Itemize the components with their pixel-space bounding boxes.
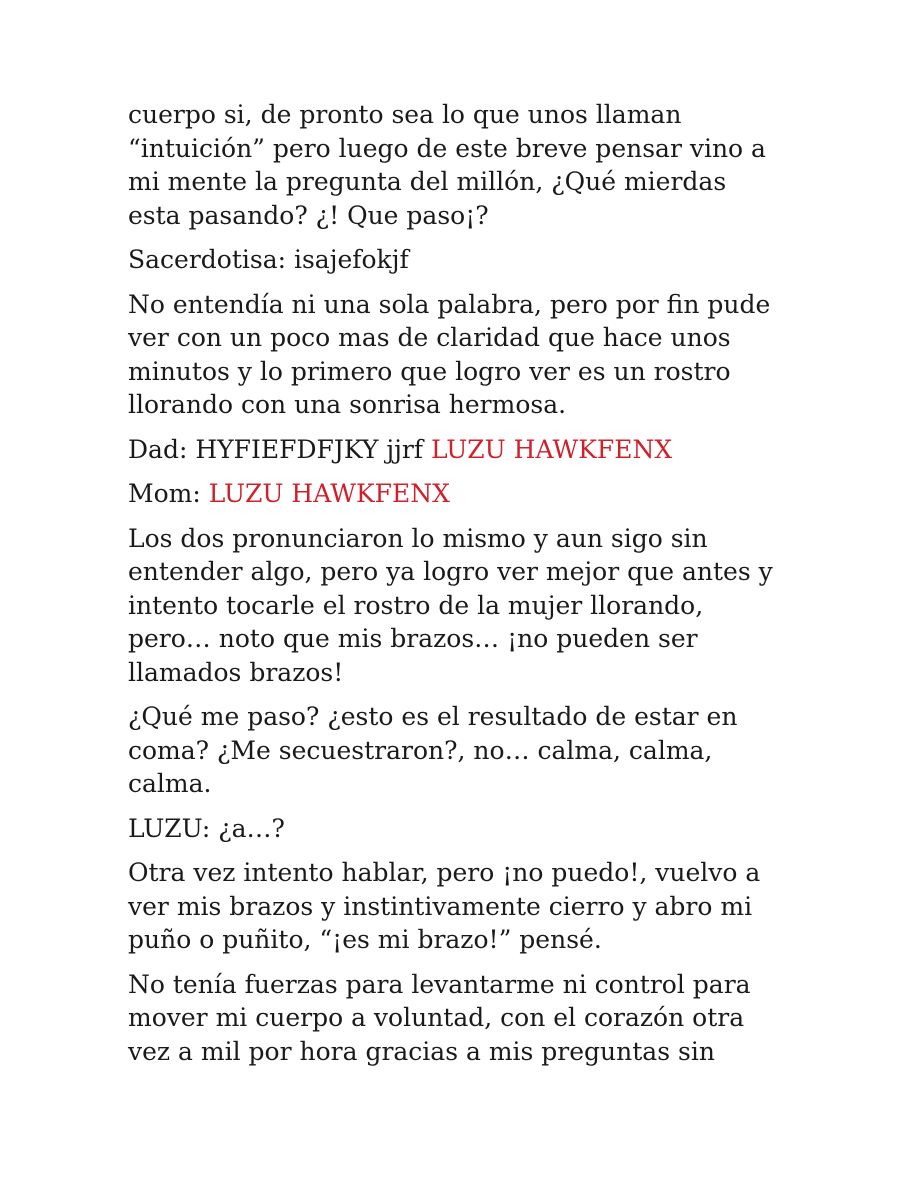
dialogue-dad-name-highlight: LUZU HAWKFENX xyxy=(430,434,673,464)
paragraph-intuition: cuerpo si, de pronto sea lo que unos llaman “intuición” pero luego de este breve pensar vino a mi mente la pregunta del millón, ¿Qué mierdas esta pasando? ¿! Que paso¡? xyxy=(128,100,766,230)
dialogue-mom xyxy=(128,477,778,511)
dialogue-sacerdotisa: Sacerdotisa: isajefokjf xyxy=(128,245,409,274)
document-body xyxy=(128,98,778,1079)
paragraph-coma: ¿Qué me paso? ¿esto es el resultado de estar en coma? ¿Me secuestraron?, no… calma, calma, calma. xyxy=(128,702,738,798)
dialogue-luzu: LUZU: ¿a…? xyxy=(128,813,285,843)
paragraph-first-sight: No entendía ni una sola palabra, pero por fin pude ver con un poco mas de claridad que hace unos minutos y lo primero que logro ver es un rostro llorando con una sonrisa hermosa. xyxy=(128,289,771,419)
paragraph-no-strength: No tenía fuerzas para levantarme ni control para mover mi cuerpo a voluntad, con el corazón otra vez a mil por hora gracias a mis preguntas sin xyxy=(128,969,751,1066)
dialogue-dad xyxy=(128,433,778,467)
dialogue-dad-speech: Dad: HYFIEFDFJKY jjrf xyxy=(128,434,431,464)
paragraph-arms: Los dos pronunciaron lo mismo y aun sigo sin entender algo, pero ya logro ver mejor que antes y intento tocarle el rostro de la mujer llorando, pero… noto que mis brazos… ¡no pueden ser llamados brazos! xyxy=(128,523,773,687)
dialogue-mom-speech: Mom: xyxy=(128,479,209,508)
paragraph-fist: Otra vez intento hablar, pero ¡no puedo!, vuelvo a ver mis brazos y instintivamente cierro y abro mi puño o puñito, “¡es mi brazo!” pensé. xyxy=(128,858,761,954)
dialogue-mom-name-highlight: LUZU HAWKFENX xyxy=(208,479,450,508)
